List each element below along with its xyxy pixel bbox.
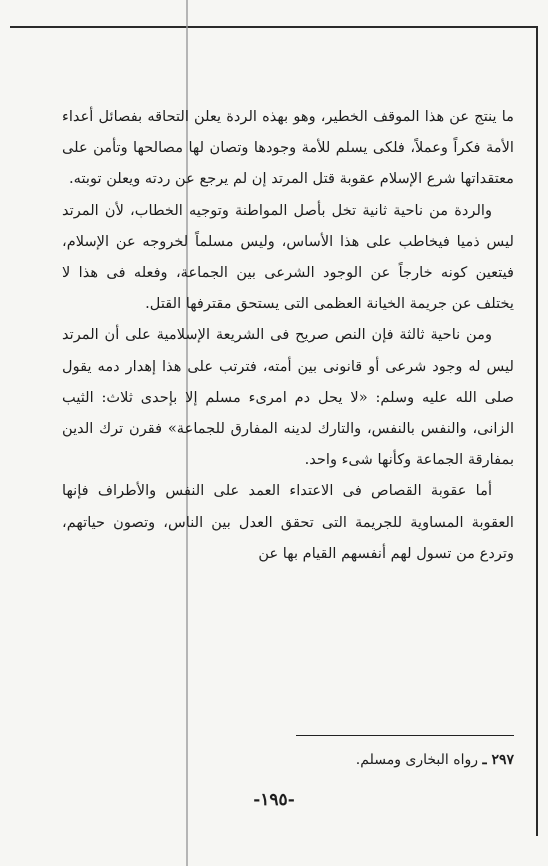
footnote-number: ٢٩٧ ـ bbox=[482, 752, 514, 768]
page-number: -١٩٥- bbox=[253, 790, 295, 810]
paragraph: ومن ناحية ثالثة فإن النص صريح فى الشريعة الإسلامية على أن المرتد ليس له وجود شرعى أو قانونى بين أمته، فترتب على هذا إهدار دمه يقول صلى الله عليه وسلم: «لا يحل دم امرىء مسلم إلا بإحدى ثلاث: الثيب الزانى، والنفس بالنفس، والتارك لدينه المفارق للجماعة» فقرن ترك الدين بمفارقة الجماعة وكأنها شىء واحد. bbox=[62, 326, 514, 469]
paragraph: ما ينتج عن هذا الموقف الخطير، وهو بهذه الردة يعلن التحاقه بفصائل أعداء الأمة فكراً وعملاً، فلكى يسلم للأمة وجودها وتصان لها مصالحها وتأمن على معتقداتها شرع الإسلام عقوبة قتل المرتد إن لم يرجع عن ردته ويعلن توبته. bbox=[62, 108, 514, 188]
body-text bbox=[62, 101, 514, 569]
paragraph: أما عقوبة القصاص فى الاعتداء العمد على النفس والأطراف فإنها العقوبة المساوية للجريمة التى تحقق العدل بين الناس، وتصون حياتهم، وتردع من تسول لهم أنفسهم القيام بها عن bbox=[62, 482, 514, 562]
page-border-top bbox=[10, 26, 538, 28]
footnote bbox=[84, 752, 514, 768]
page-border-right bbox=[536, 26, 538, 836]
footnote-text: رواه البخارى ومسلم. bbox=[355, 752, 478, 768]
footnote-separator bbox=[296, 735, 514, 736]
paragraph: والردة من ناحية ثانية تخل بأصل المواطنة وتوجيه الخطاب، لأن المرتد ليس ذميا فيخاطب على هذا الأساس، وليس مسلماً لخروجه عن الإسلام، فيتعين كونه خارجاً عن الوجود الشرعى بين الجماعة، وفعله فى هذا لا يختلف عن جريمة الخيانة العظمى التى يستحق مقترفها القتل. bbox=[62, 201, 514, 313]
